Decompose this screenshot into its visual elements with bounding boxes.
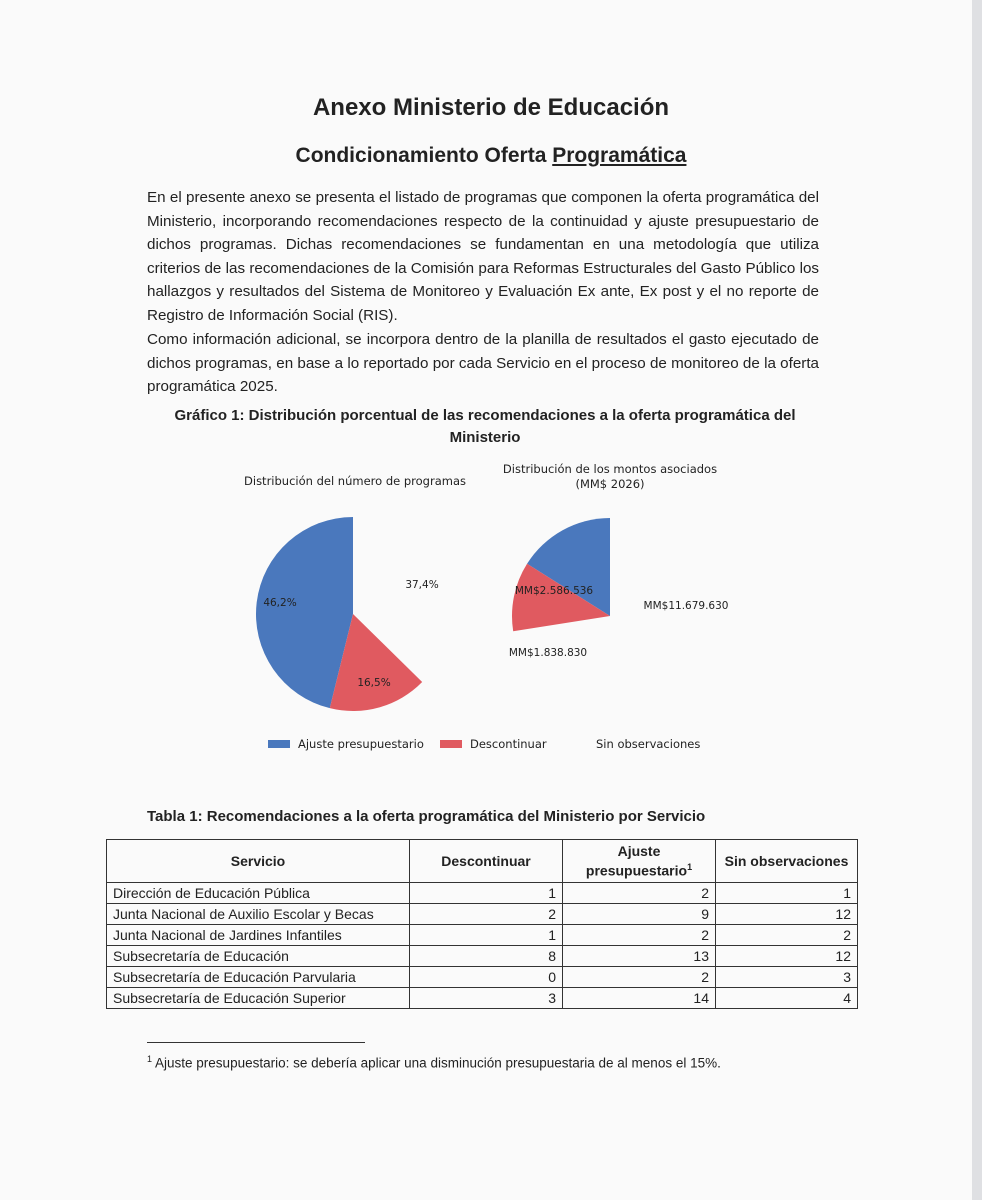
cell-value: 3 (716, 967, 858, 988)
cell-value: 2 (563, 883, 716, 904)
document-title: Anexo Ministerio de Educación (312, 94, 670, 121)
chart1-title: Distribución del número de programas (244, 474, 466, 488)
table-body (107, 883, 858, 1009)
table-title: Tabla 1: Recomendaciones a la oferta programática del Ministerio por Servicio (147, 808, 706, 825)
pie-data-label: 16,5% (357, 677, 391, 689)
footnote-divider (147, 1042, 365, 1043)
pie-data-label: MM$11.679.630 (643, 600, 729, 612)
cell-value: 2 (563, 925, 716, 946)
cell-servicio: Dirección de Educación Pública (107, 883, 410, 904)
chart2-title: Distribución de los montos asociados (MM$ 2026) (502, 462, 718, 491)
header-ajuste-line1: Ajuste (617, 843, 661, 860)
table-header-row (107, 840, 858, 883)
cell-value: 4 (716, 988, 858, 1009)
cell-value: 2 (410, 904, 563, 925)
cell-value: 2 (563, 967, 716, 988)
table-row (107, 988, 858, 1009)
cell-servicio: Junta Nacional de Auxilio Escolar y Becas (107, 904, 410, 925)
footnote (147, 1054, 721, 1071)
pie-data-label: MM$1.838.830 (508, 647, 588, 659)
table-row (107, 925, 858, 946)
cell-value: 8 (410, 946, 563, 967)
header-descontinuar: Descontinuar (410, 840, 563, 883)
header-sin-observaciones: Sin observaciones (716, 840, 858, 883)
additional-info-paragraph: Como información adicional, se incorpora dentro de la planilla de resultados el gasto ejecutado de dichos programas, en base a lo reportado por cada Servicio en el proceso de monitoreo de la oferta programática 2025. (147, 331, 819, 395)
cell-value: 14 (563, 988, 716, 1009)
legend-swatch-blue (268, 740, 290, 748)
cell-value: 1 (410, 925, 563, 946)
legend-item-ajuste (268, 737, 424, 751)
cell-value: 2 (716, 925, 858, 946)
header-servicio: Servicio (107, 840, 410, 883)
legend-item-descontinuar (440, 737, 547, 751)
pie-data-label: 37,4% (405, 579, 439, 591)
cell-value: 13 (563, 946, 716, 967)
pie-data-label: 46,2% (263, 597, 297, 609)
cell-value: 3 (410, 988, 563, 1009)
cell-servicio: Subsecretaría de Educación Superior (107, 988, 410, 1009)
recommendations-table (106, 839, 858, 1009)
cell-value: 12 (716, 946, 858, 967)
table-row (107, 946, 858, 967)
legend-label: Ajuste presupuestario (298, 737, 424, 751)
header-ajuste (563, 840, 716, 883)
cell-value: 1 (716, 883, 858, 904)
pie-data-label: MM$2.586.536 (514, 585, 594, 597)
legend-swatch-red (440, 740, 462, 748)
cell-value: 0 (410, 967, 563, 988)
table-row (107, 883, 858, 904)
subtitle-text: Condicionamiento Oferta (295, 144, 553, 167)
legend-item-sin-obs (596, 737, 700, 751)
cell-value: 12 (716, 904, 858, 925)
footnote-marker: 1 (687, 862, 693, 873)
cell-servicio: Subsecretaría de Educación (107, 946, 410, 967)
footnote-text: Ajuste presupuestario: se debería aplicar una disminución presupuestaria de al menos el 15%. (152, 1055, 721, 1071)
subtitle-underlined-text: Programática (552, 144, 687, 167)
table-row (107, 967, 858, 988)
cell-value: 9 (563, 904, 716, 925)
cell-value: 1 (410, 883, 563, 904)
cell-servicio: Subsecretaría de Educación Parvularia (107, 967, 410, 988)
cell-servicio: Junta Nacional de Jardines Infantiles (107, 925, 410, 946)
legend-label: Sin observaciones (596, 737, 701, 751)
legend-label: Descontinuar (470, 737, 547, 751)
intro-paragraph: En el presente anexo se presenta el listado de programas que componen la oferta programática del Ministerio, incorporando recomendaciones respecto de la continuidad y ajuste presupuestario de dichos programas. Dichas recomendaciones se fundamentan en una metodología que utiliza criterios de las recomendaciones de la Comisión para Reformas Estructurales del Gasto Público los hallazgos y resultados del Sistema de Monitoreo y Evaluación Ex ante, Ex post y el no reporte de Registro de Información Social (RIS). (147, 189, 819, 324)
figure-caption: Gráfico 1: Distribución porcentual de las recomendaciones a la oferta programática del Ministerio (174, 407, 796, 446)
header-ajuste-line2: presupuestario (585, 862, 688, 879)
footnote-marker: 1 (147, 1054, 153, 1064)
table-row (107, 904, 858, 925)
